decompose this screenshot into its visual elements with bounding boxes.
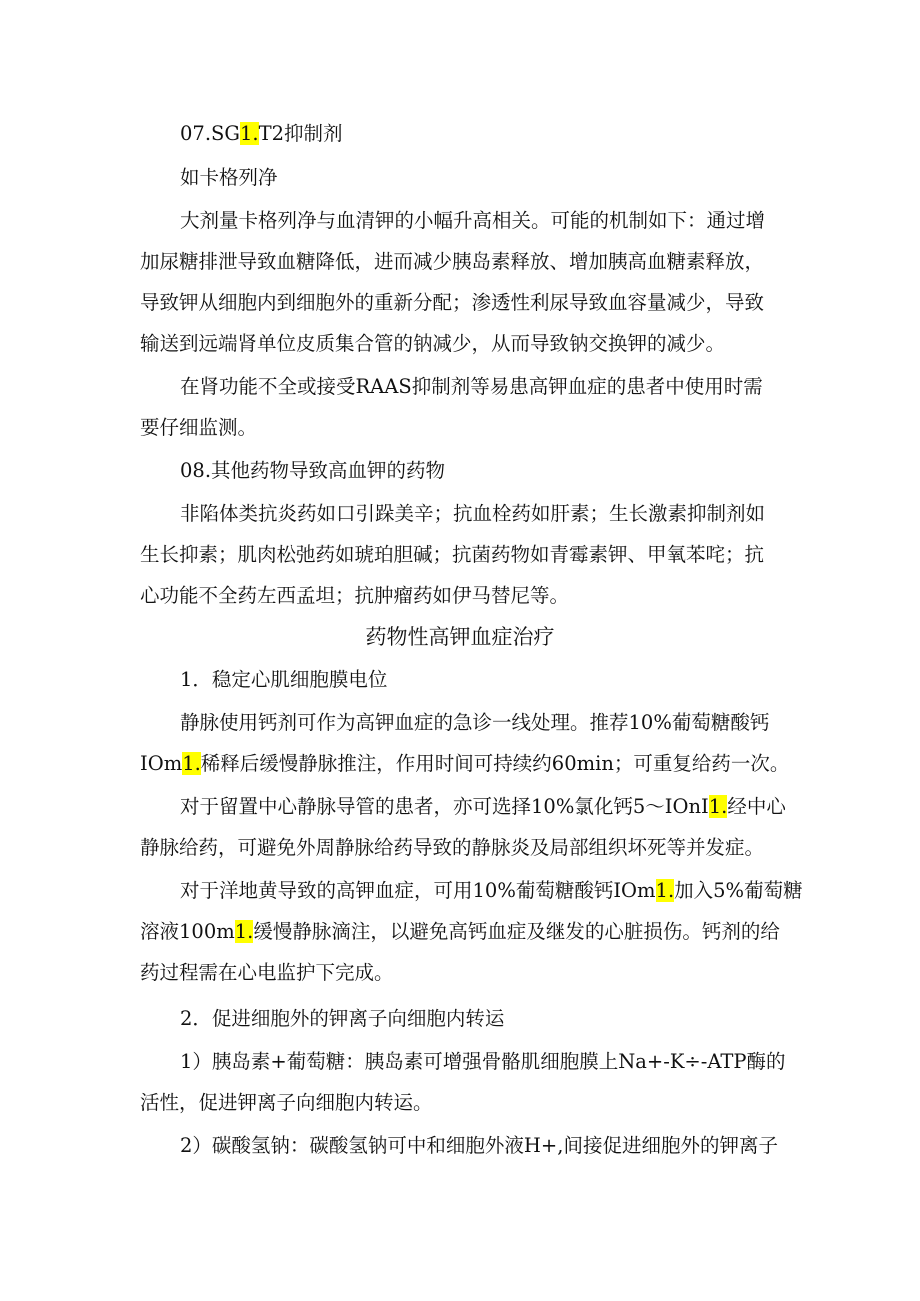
highlight-mark: 1. [182,752,201,775]
paragraph-line: 心功能不全药左西孟坦；抗肿瘤药如伊马替尼等。 [140,584,570,607]
drug-example: 如卡格列净 [180,166,278,189]
highlight-mark: 1. [234,920,254,943]
paragraph-line: 在肾功能不全或接受RAAS抑制剂等易患高钾血症的患者中使用时需 [180,375,763,398]
section-heading-sglt2: 07.SG1.T2抑制剂 [180,122,343,145]
paragraph-line: 对于洋地黄导致的高钾血症，可用10%葡萄糖酸钙IOm1.加入5%葡萄糖 [180,879,803,902]
paragraph-line: 2）碳酸氢钠：碳酸氢钠可中和细胞外液H+,间接促进细胞外的钾离子 [180,1134,778,1157]
paragraph-line: 加尿糖排泄导致血糖降低，进而减少胰岛素释放、增加胰高血糖素释放， [140,250,765,273]
paragraph-line: 静脉给药，可避免外周静脉给药导致的静脉炎及局部组织坏死等并发症。 [140,836,765,859]
highlight-mark: 1. [655,879,675,902]
paragraph-line: 溶液100m1.缓慢静脉滴注，以避免高钙血症及继发的心脏损伤。钙剂的给 [140,920,780,943]
paragraph-line: 药过程需在心电监护下完成。 [140,961,394,984]
paragraph-line: 导致钾从细胞内到细胞外的重新分配；渗透性利尿导致血容量减少，导致 [140,291,765,314]
paragraph-line: 生长抑素；肌肉松弛药如琥珀胆碱；抗菌药物如青霉素钾、甲氧苯咤；抗 [140,543,765,566]
paragraph-line: 大剂量卡格列净与血清钾的小幅升高相关。可能的机制如下：通过增 [180,209,766,232]
highlight-mark: 1. [708,795,728,818]
paragraph-line: 1）胰岛素+葡萄糖：胰岛素可增强骨骼肌细胞膜上Na+-K÷-ATP酶的 [180,1050,786,1073]
paragraph-line: 活性，促进钾离子向细胞内转运。 [140,1091,433,1114]
section-title-treatment: 药物性高钾血症治疗 [365,625,555,649]
paragraph-line: IOm1.稀释后缓慢静脉推注，作用时间可持续约60min；可重复给药一次。 [140,752,790,775]
paragraph-line: 输送到远端肾单位皮质集合管的钠减少，从而导致钠交换钾的减少。 [140,332,726,355]
subsection-heading: 1．稳定心肌细胞膜电位 [180,668,388,691]
paragraph-line: 要仔细监测。 [140,416,258,439]
section-heading-other-drugs: 08.其他药物导致高血钾的药物 [180,459,446,482]
paragraph-line: 非陷体类抗炎药如口引跺美辛；抗血栓药如肝素；生长激素抑制剂如 [180,502,766,525]
subsection-heading: 2．促进细胞外的钾离子向细胞内转运 [180,1007,505,1030]
highlight-mark: 1. [239,122,259,145]
paragraph-line: 对于留置中心静脉导管的患者，亦可选择10%氯化钙5～IOnI1.经中心 [180,795,786,818]
paragraph-line: 静脉使用钙剂可作为高钾血症的急诊一线处理。推荐10%葡萄糖酸钙 [180,711,770,734]
